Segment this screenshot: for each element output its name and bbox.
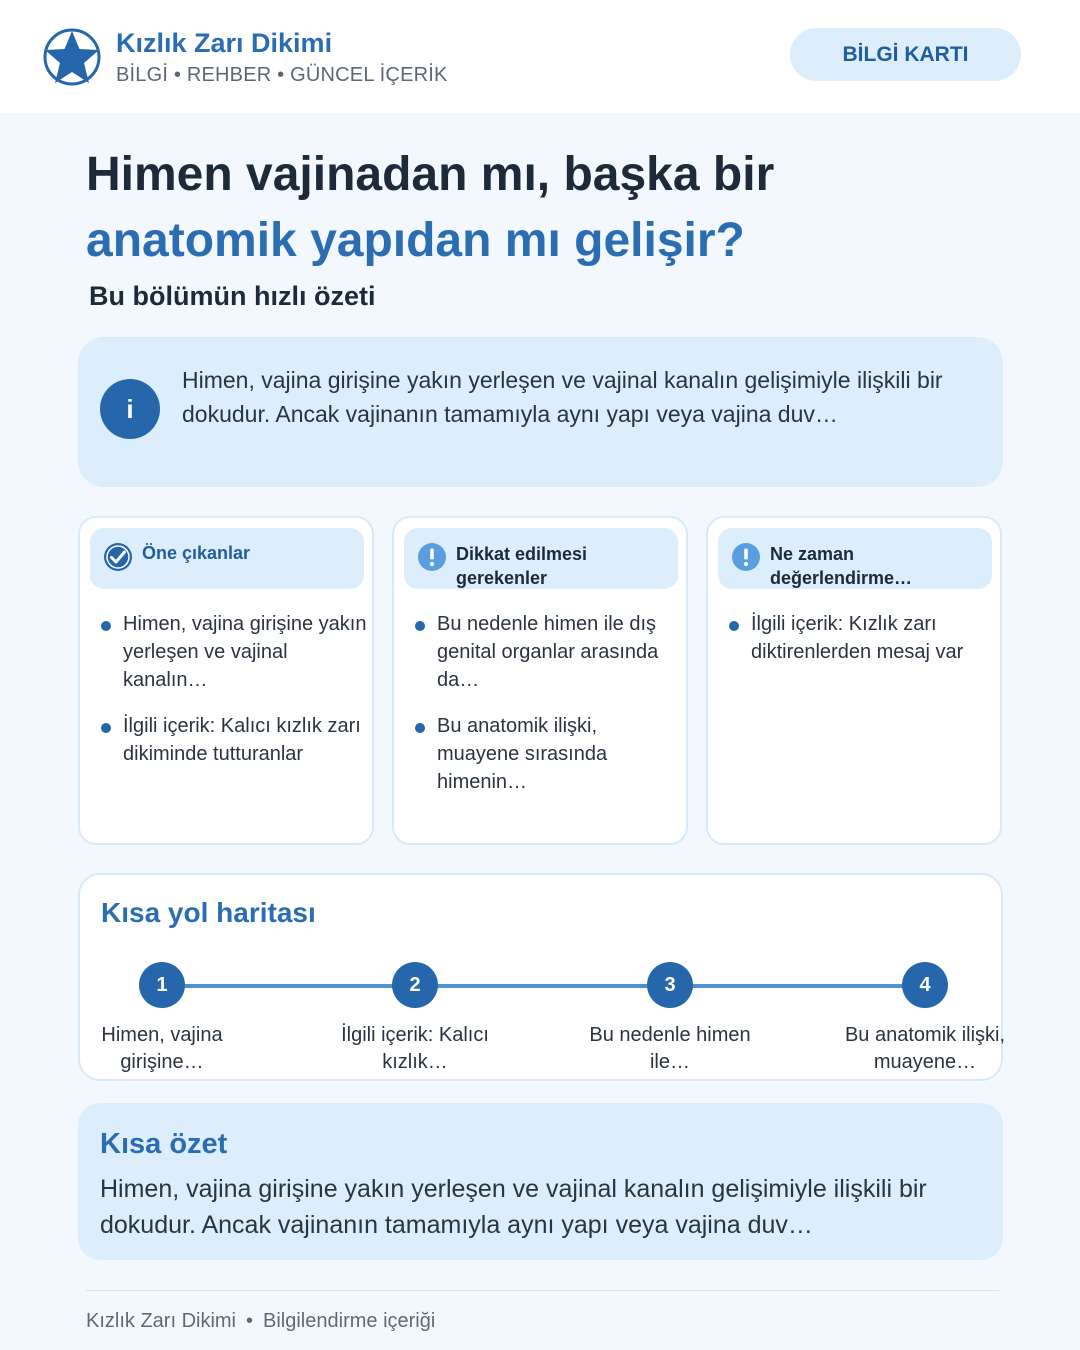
list-item[interactable]: İlgili içerik: Kalıcı kızlık zarı dikiminde tutturanlar [100, 712, 370, 768]
step-number: 1 [139, 962, 185, 1008]
page-footer [86, 1310, 435, 1333]
roadmap-connector-line [160, 984, 925, 988]
card-title: Ne zaman değerlendirme… [770, 544, 913, 588]
card-title: Dikkat edilmesi gerekenler [456, 544, 588, 588]
card-cautions [392, 516, 688, 845]
step-label: İlgili içerik: Kalıcı kızlık… [341, 1024, 489, 1073]
footer-site-name[interactable]: Kızlık Zarı Dikimi [86, 1310, 236, 1332]
star-badge-icon [42, 26, 102, 88]
list-item[interactable]: İlgili içerik: Kızlık zarı diktirenlerden mesaj var [728, 610, 998, 666]
brand-name[interactable]: Kızlık Zarı Dikimi [116, 28, 333, 58]
roadmap-step [835, 962, 1015, 1076]
summary-title: Kısa özet [100, 1128, 228, 1160]
brand-tagline: BİLGİ • REHBER • GÜNCEL İÇERİK [116, 64, 448, 86]
step-number: 4 [902, 962, 948, 1008]
step-label: Bu nedenle himen ile… [589, 1024, 751, 1073]
page-header [0, 0, 1080, 113]
roadmap-title: Kısa yol haritası [101, 897, 316, 928]
page-title-line-1: Himen vajinadan mı, başka bir [86, 148, 775, 201]
exclamation-circle-icon [731, 542, 761, 572]
list-item: Bu nedenle himen ile dış genital organlar arasında da… [414, 610, 684, 694]
list-item: Himen, vajina girişine yakın yerleşen ve vajinal kanalın… [100, 610, 370, 694]
card-header [404, 528, 678, 589]
check-circle-icon [103, 542, 133, 572]
info-card-badge[interactable]: BİLGİ KARTI [790, 28, 1021, 81]
intro-text: Himen, vajina girişine yakın yerleşen ve vajinal kanalın gelişimiyle ilişkili bir dokudur. Ancak vajinanın tamamıyla aynı yapı veya vajina duv… [182, 367, 943, 427]
card-highlights [78, 516, 374, 845]
step-label: Himen, vajina girişine… [101, 1024, 223, 1073]
footer-divider [86, 1290, 999, 1291]
footer-label: Bilgilendirme içeriği [263, 1310, 436, 1332]
roadmap-section [78, 873, 1006, 1081]
page-title-line-2: anatomik yapıdan mı gelişir? [86, 214, 745, 267]
info-icon: i [100, 379, 160, 439]
step-number: 2 [392, 962, 438, 1008]
card-when-to-evaluate [706, 516, 1002, 845]
summary-box [78, 1103, 1003, 1260]
roadmap-step [580, 962, 760, 1076]
step-number: 3 [647, 962, 693, 1008]
list-item: Bu anatomik ilişki, muayene sırasında himenin… [414, 712, 684, 796]
card-list [414, 610, 684, 814]
exclamation-circle-icon [417, 542, 447, 572]
card-list [100, 610, 370, 786]
card-list [728, 610, 998, 684]
card-header [718, 528, 992, 589]
intro-callout [78, 337, 1003, 487]
step-label: Bu anatomik ilişki, muayene… [844, 1024, 1006, 1073]
roadmap-step [72, 962, 252, 1076]
card-title: Öne çıkanlar [142, 543, 251, 563]
summary-text: Himen, vajina girişine yakın yerleşen ve vajinal kanalın gelişimiyle ilişkili bir dokudur. Ancak vajinanın tamamıyla aynı yapı veya vajina duv… [100, 1175, 927, 1239]
roadmap-step [325, 962, 505, 1076]
card-header [90, 528, 364, 589]
section-subtitle: Bu bölümün hızlı özeti [89, 281, 376, 311]
footer-separator: • [246, 1310, 254, 1332]
